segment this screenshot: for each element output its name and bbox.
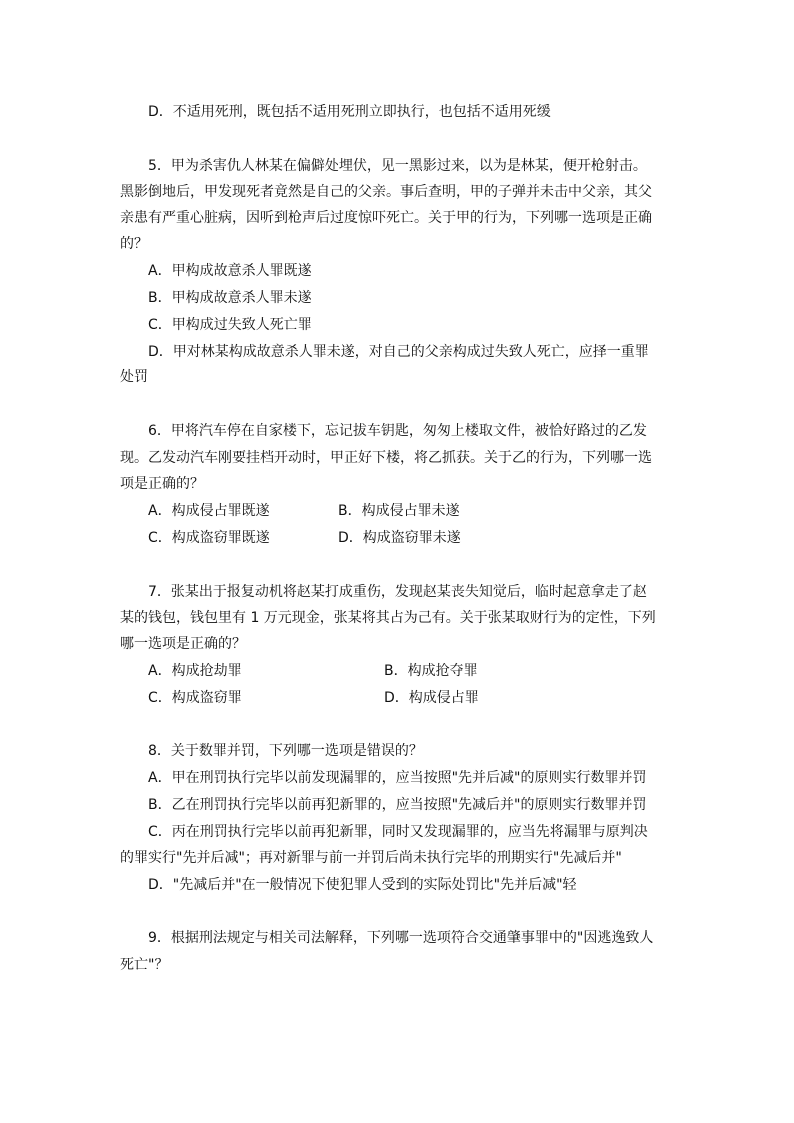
q7-option-c: C．构成盗窃罪 (148, 690, 242, 706)
q6-stem-line-3: 项是正确的？ (120, 476, 204, 492)
q9-stem-line-1: 9．根据刑法规定与相关司法解释，下列哪一选项符合交通肇事罪中的"因逃逸致人 (148, 930, 654, 946)
q5-option-c: C．甲构成过失致人死亡罪 (148, 317, 312, 333)
q5-stem-line-3: 亲患有严重心脏病，因听到枪声后过度惊吓死亡。关于甲的行为，下列哪一选项是正确 (120, 210, 652, 226)
q7-stem-line-3: 哪一选项是正确的？ (120, 636, 246, 652)
q5-option-a: A．甲构成故意杀人罪既遂 (148, 263, 312, 279)
q7-stem-line-2: 某的钱包，钱包里有 1 万元现金，张某将其占为己有。关于张某取财行为的定性，下列 (120, 610, 656, 626)
q6-option-c: C．构成盗窃罪既遂 (148, 530, 270, 546)
q8-option-b: B．乙在刑罚执行完毕以前再犯新罪的，应当按照"先减后并"的原则实行数罪并罚 (148, 797, 647, 813)
q6-stem-line-1: 6．甲将汽车停在自家楼下，忘记拔车钥匙，匆匆上楼取文件，被恰好路过的乙发 (148, 423, 647, 439)
q6-option-d: D．构成盗窃罪未遂 (338, 530, 461, 546)
q8-option-d: D．"先减后并"在一般情况下使犯罪人受到的实际处罚比"先并后减"轻 (148, 877, 577, 893)
q8-option-c-line-1: C．丙在刑罚执行完毕以前再犯新罪，同时又发现漏罪的，应当先将漏罪与原判决 (148, 824, 648, 840)
q6-stem-line-2: 现。乙发动汽车刚要挂档开动时，甲正好下楼，将乙抓获。关于乙的行为，下列哪一选 (120, 450, 652, 466)
q5-stem-line-1: 5．甲为杀害仇人林某在偏僻处埋伏，见一黑影过来，以为是林某，便开枪射击。 (148, 158, 647, 174)
q5-option-b: B．甲构成故意杀人罪未遂 (148, 290, 312, 306)
q5-option-d-line-1: D．甲对林某构成故意杀人罪未遂，对自己的父亲构成过失致人死亡，应择一重罪 (148, 344, 649, 360)
q9-stem-line-2: 死亡"？ (120, 957, 169, 973)
q5-option-d-line-2: 处罚 (120, 369, 148, 385)
q8-option-c-line-2: 的罪实行"先并后减"；再对新罪与前一并罚后尚未执行完毕的刑期实行"先减后并" (120, 850, 622, 866)
q8-option-a: A．甲在刑罚执行完毕以前发现漏罪的，应当按照"先并后减"的原则实行数罪并罚 (148, 770, 647, 786)
q7-option-b: B．构成抢夺罪 (384, 663, 478, 679)
q6-option-b: B．构成侵占罪未遂 (338, 503, 460, 519)
q7-stem-line-1: 7．张某出于报复动机将赵某打成重伤，发现赵某丧失知觉后，临时起意拿走了赵 (148, 584, 647, 600)
q7-option-a: A．构成抢劫罪 (148, 663, 242, 679)
q6-option-a: A．构成侵占罪既遂 (148, 503, 270, 519)
q5-stem-line-2: 黑影倒地后，甲发现死者竟然是自己的父亲。事后查明，甲的子弹并未击中父亲，其父 (120, 184, 652, 200)
q5-stem-line-4: 的？ (120, 236, 148, 252)
q8-stem: 8．关于数罪并罚，下列哪一选项是错误的？ (148, 743, 423, 759)
q4-option-d: D．不适用死刑，既包括不适用死刑立即执行，也包括不适用死缓 (148, 104, 551, 120)
q7-option-d: D．构成侵占罪 (384, 690, 479, 706)
